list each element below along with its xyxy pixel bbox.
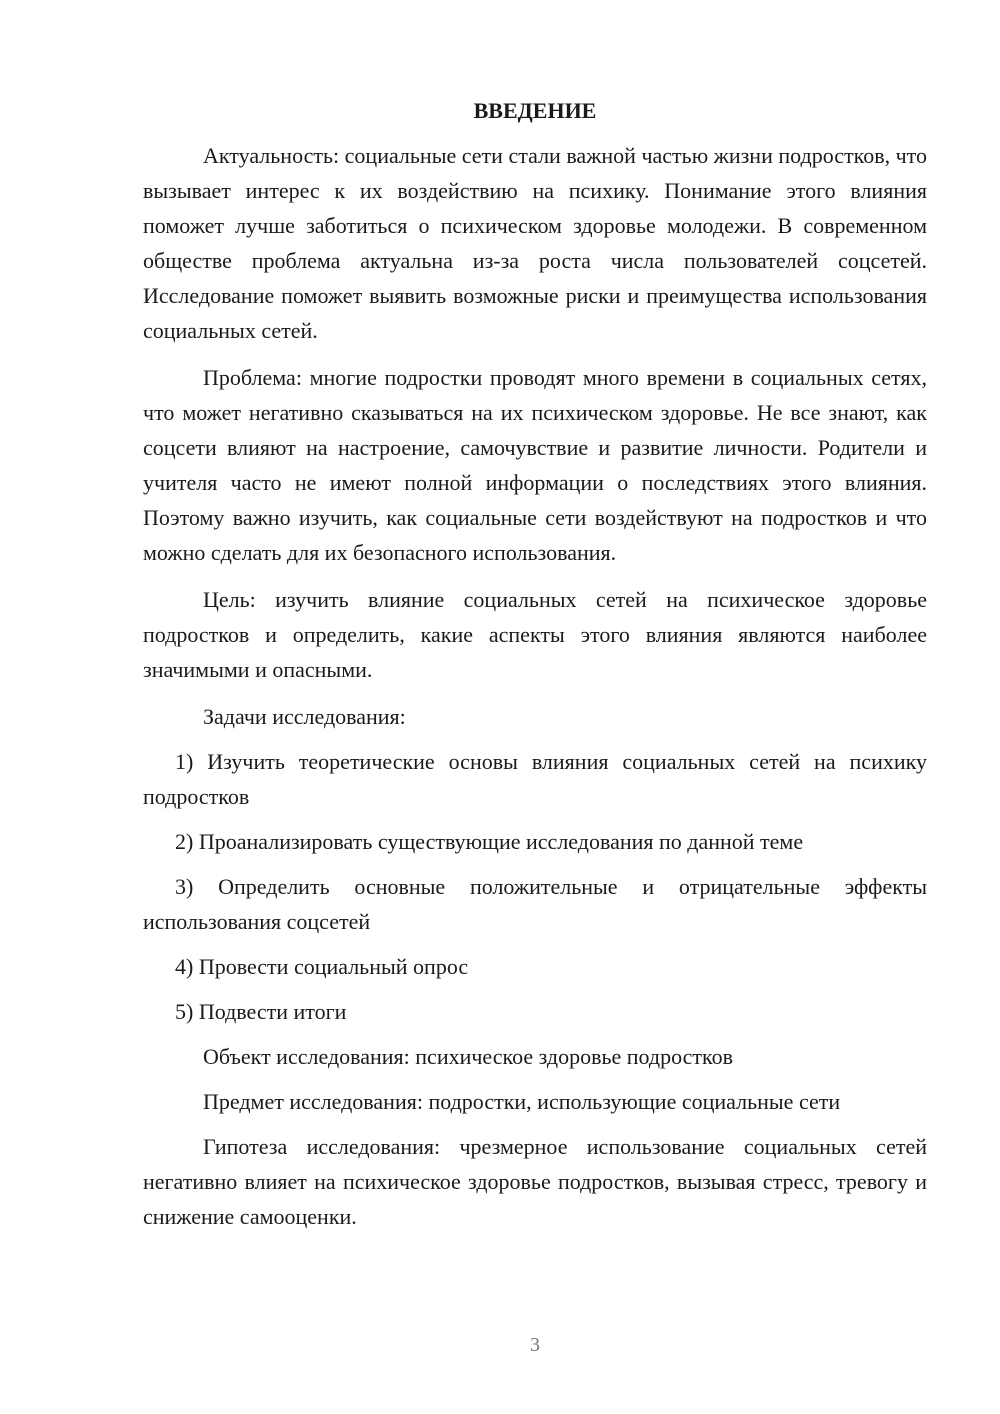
page-number: 3 [530,1334,540,1356]
task-item-1: 1) Изучить теоретические основы влияния социальных сетей на психику подростков [143,749,927,809]
page-title: ВВЕДЕНИЕ [473,98,597,123]
task-item-5: 5) Подвести итоги [175,999,347,1024]
research-hypothesis: Гипотеза исследования: чрезмерное использование социальных сетей негативно влияет на психическое здоровье подростков, вызывая стресс, тревогу и снижение самооценки. [143,1134,927,1229]
relevance-paragraph: Актуальность: социальные сети стали важной частью жизни подростков, что вызывает интерес к их воздействию на психику. Понимание этого влияния поможет лучше заботиться о психическом здоровье молодежи. В современном обществе проблема актуальна из-за роста числа пользователей соцсетей. Исследование поможет выявить возможные риски и преимущества использования социальных сетей. [143,143,927,343]
task-item-2: 2) Проанализировать существующие исследования по данной теме [175,829,804,854]
tasks-heading: Задачи исследования: [203,704,406,729]
task-item-4: 4) Провести социальный опрос [175,954,469,979]
research-subject: Предмет исследования: подростки, использующие социальные сети [203,1089,841,1114]
task-item-3: 3) Определить основные положительные и отрицательные эффекты использования соцсетей [143,874,927,934]
problem-paragraph: Проблема: многие подростки проводят много времени в социальных сетях, что может негативно сказываться на их психическом здоровье. Не все знают, как соцсети влияют на настроение, самочувствие и развитие личности. Родители и учителя часто не имеют полной информации о последствиях этого влияния. Поэтому важно изучить, как социальные сети воздействуют на подростков и что можно сделать для их безопасного использования. [143,365,927,565]
research-object: Объект исследования: психическое здоровье подростков [203,1044,733,1069]
document-body [143,96,927,1234]
goal-paragraph: Цель: изучить влияние социальных сетей на психическое здоровье подростков и определить, какие аспекты этого влияния являются наиболее значимыми и опасными. [143,587,927,682]
